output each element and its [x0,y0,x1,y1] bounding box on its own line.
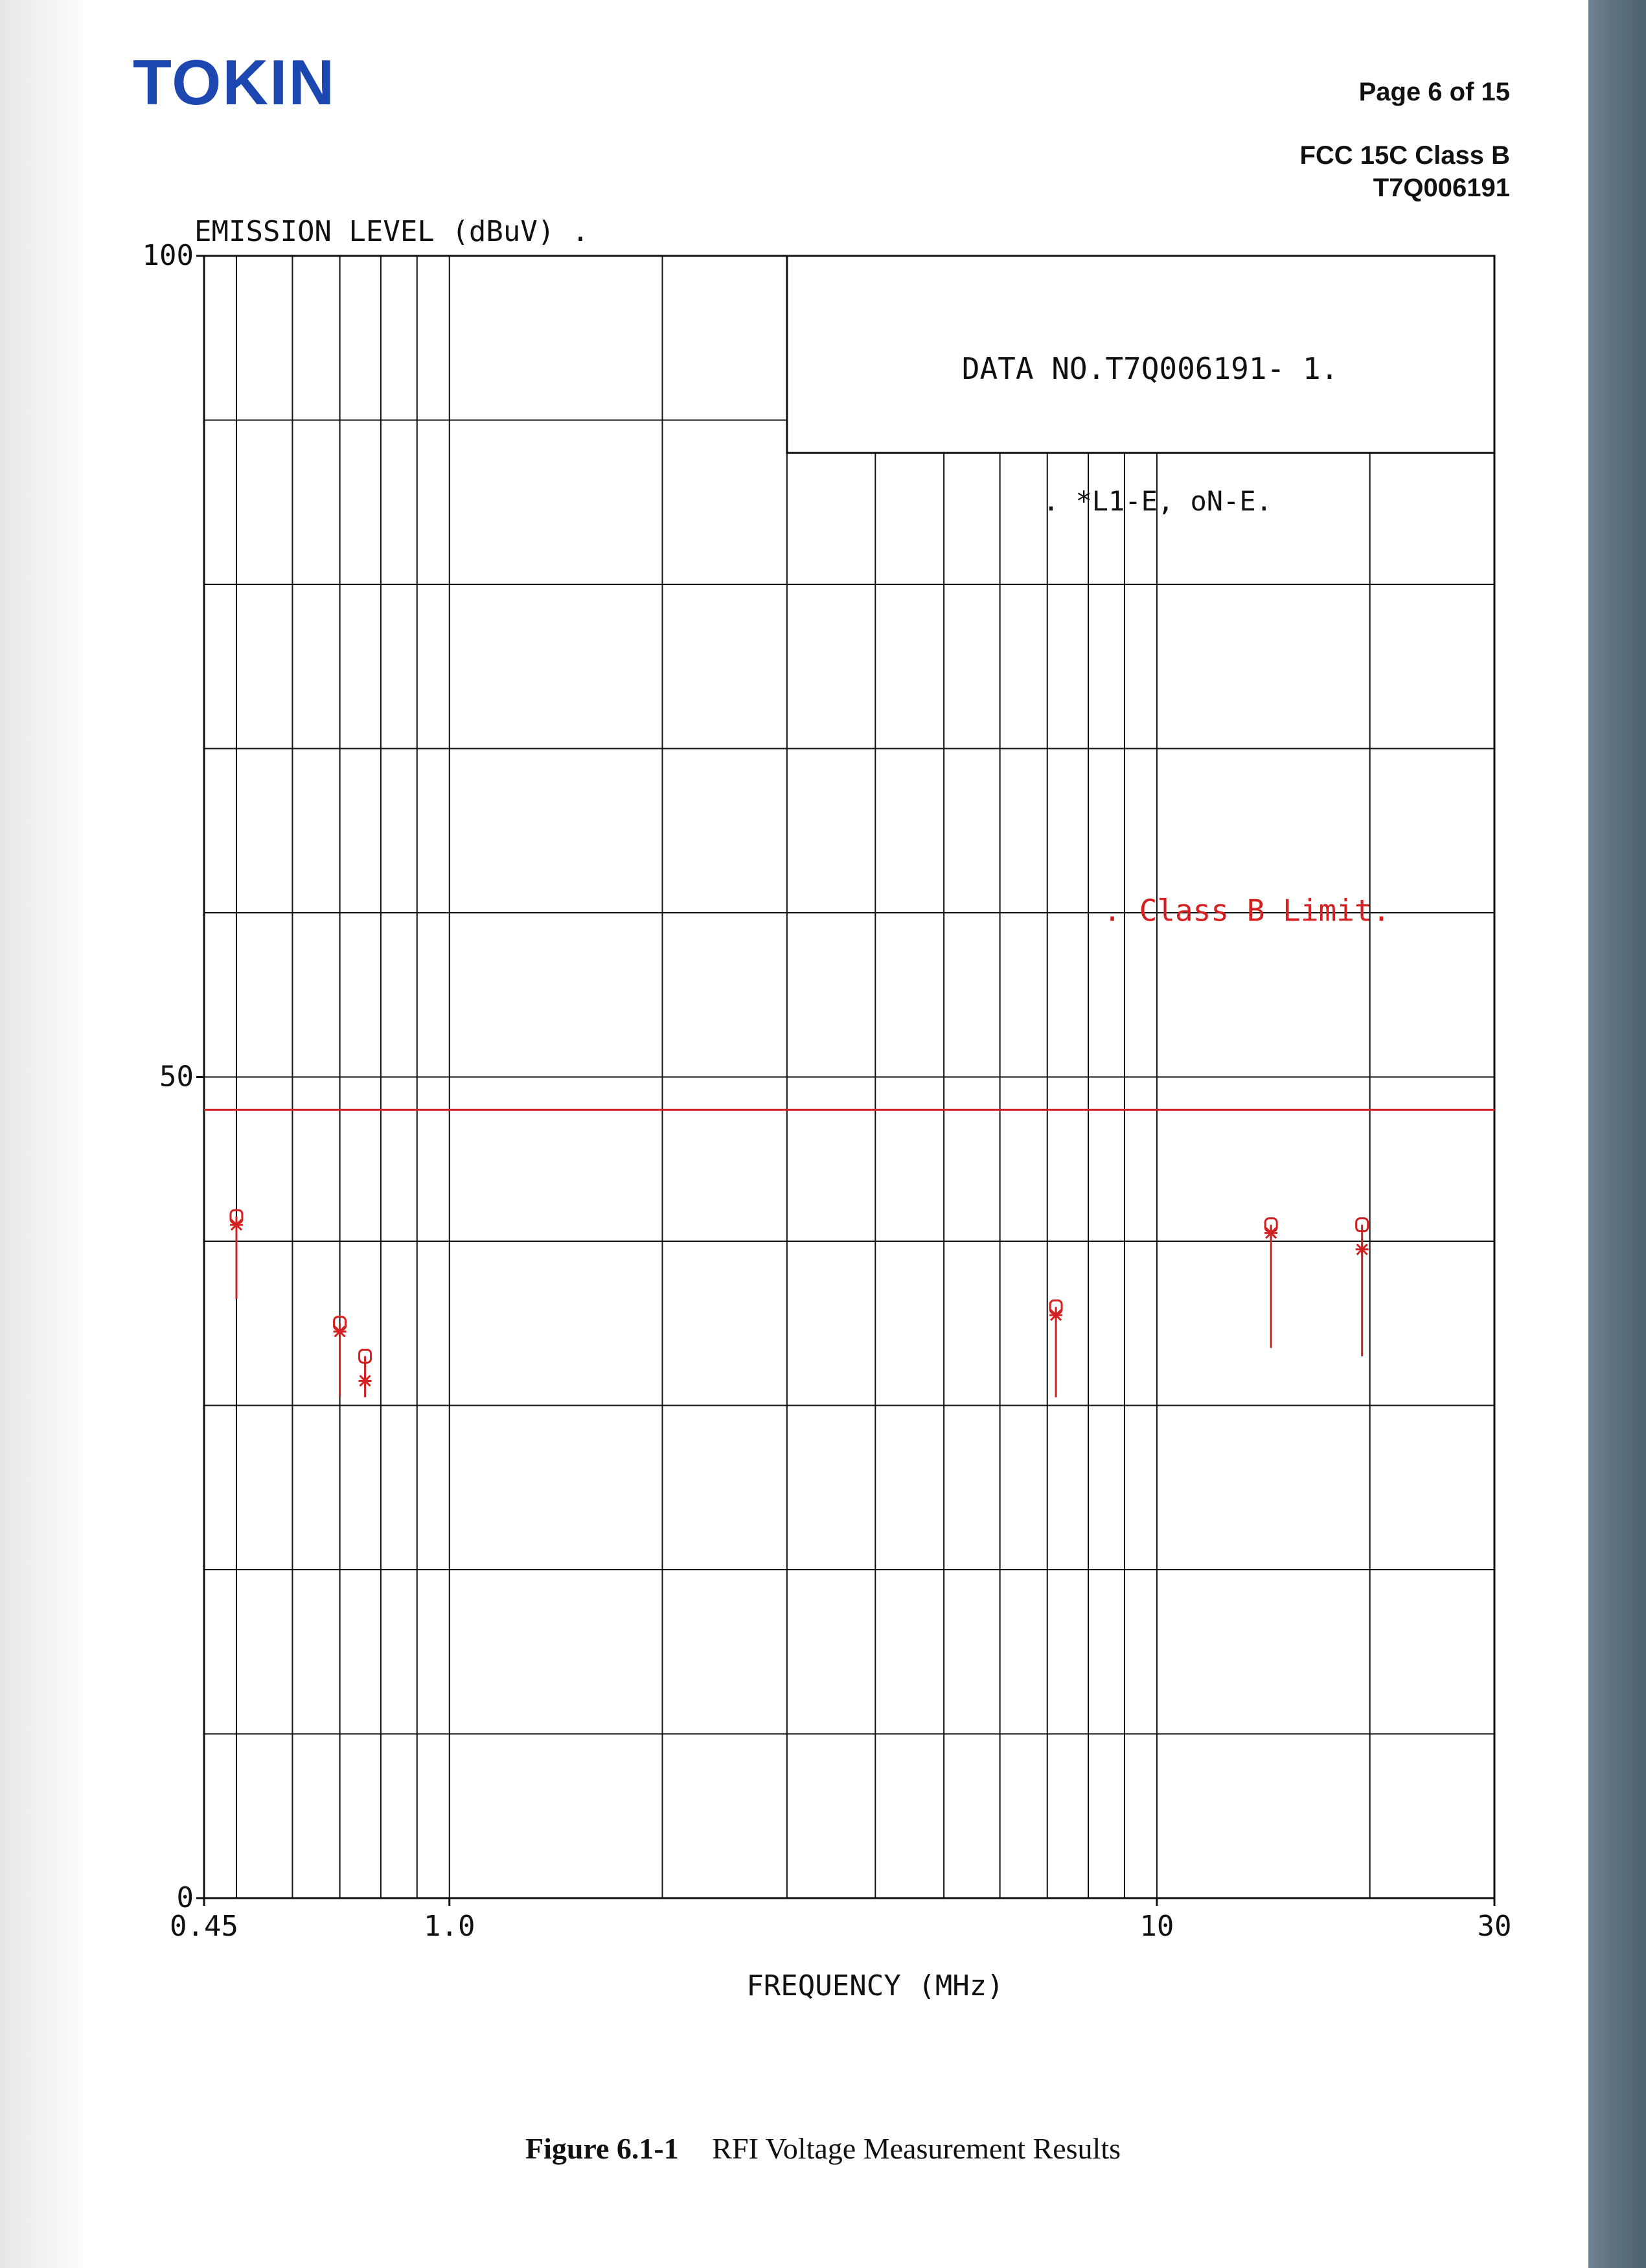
l1-e-marker [1049,1308,1062,1322]
x-tick-label: 10 [1139,1910,1174,1943]
l1-e-marker [1356,1243,1369,1257]
x-tick-label: 0.45 [170,1910,238,1943]
x-tick-label: 1.0 [424,1910,475,1943]
figure-caption [0,2131,1646,2166]
chart-axes [143,239,1512,1943]
x-axis-label: FREQUENCY (MHz) [746,1969,1004,2002]
y-axis-label: EMISSION LEVEL (dBuV) . [194,215,589,248]
figure-title: RFI Voltage Measurement Results [712,2132,1121,2165]
y-tick-label: 100 [142,239,194,272]
page-number: Page 6 of 15 [1358,78,1510,106]
x-tick-label: 30 [1477,1910,1512,1943]
chart-legend: . *L1-E, oN-E. [1042,485,1272,517]
l1-e-marker [359,1373,372,1388]
y-tick-label: 0 [176,1881,194,1914]
chart-grid [204,256,1494,1898]
l1-e-marker [1264,1226,1277,1240]
company-logo: TOKIN [133,47,336,118]
standard-label: FCC 15C Class B [1299,141,1510,170]
l1-e-marker [334,1324,347,1338]
document-id: T7Q006191 [1373,174,1510,202]
class-b-limit-label: . Class B Limit. [1103,893,1391,928]
l1-e-marker [230,1218,243,1232]
data-marks [230,1210,1369,1397]
y-tick-label: 50 [159,1060,194,1094]
figure-number: Figure 6.1-1 [525,2132,679,2165]
data-number-text: DATA NO.T7Q006191- 1. [961,351,1339,387]
